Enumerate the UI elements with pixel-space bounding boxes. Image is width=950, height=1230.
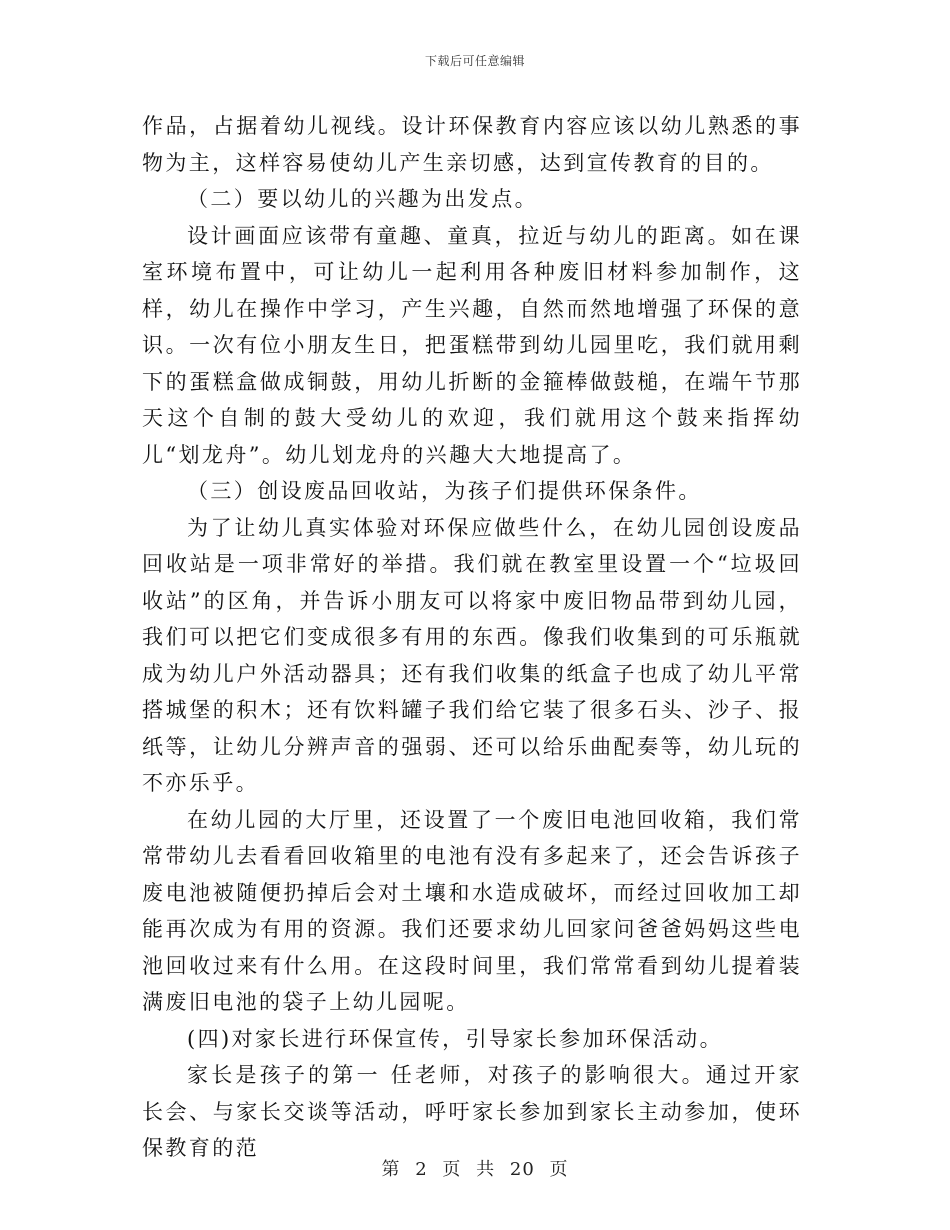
- document-body: [142, 108, 802, 1167]
- total-pages-number: 20: [509, 1159, 535, 1180]
- page-label-prefix: 第: [381, 1159, 401, 1180]
- paragraph: 家长是孩子的第一 任老师，对孩子的影响很大。通过开家长会、与家长交谈等活动，呼吁家长参加到家长主动参加，使环保教育的范: [142, 1063, 802, 1160]
- paragraph-continuation: 作品，占据着幼儿视线。设计环保教育内容应该以幼儿熟悉的事物为主，这样容易使幼儿产生亲切感，达到宣传教育的目的。: [142, 114, 802, 175]
- paragraph: 设计画面应该带有童趣、童真，拉近与幼儿的距离。如在课室环境布置中，可让幼儿一起利用各种废旧材料参加制作，这样，幼儿在操作中学习，产生兴趣，自然而然地增强了环保的意识。一次有位小朋友生日，把蛋糕带到幼儿园里吃，我们就用剩下的蛋糕盒做成铜鼓，用幼儿折断的金箍棒做鼓槌，在端午节那天这个自制的鼓大受幼儿的欢迎，我们就用这个鼓来指挥幼儿“划龙舟”。幼儿划龙舟的兴趣大大地提高了。: [142, 223, 802, 467]
- current-page-number: 2: [415, 1159, 428, 1180]
- page-label-suffix: 页: [549, 1159, 569, 1180]
- section-heading-3: （三）创设废品回收站，为孩子们提供环保条件。: [187, 479, 702, 503]
- page-footer: [0, 1155, 950, 1181]
- paragraph: 为了让幼儿真实体验对环保应做些什么，在幼儿园创设废品回收站是一项非常好的举措。我们就在教室里设置一个“垃圾回收站”的区角，并告诉小朋友可以将家中废旧物品带到幼儿园，我们可以把它们变成很多有用的东西。像我们收集到的可乐瓶就成为幼儿户外活动器具；还有我们收集的纸盒子也成了幼儿平常搭城堡的积木；还有饮料罐子我们给它装了很多石头、沙子、报纸等，让幼儿分辨声音的强弱、还可以给乐曲配奏等，幼儿玩的不亦乐乎。: [142, 515, 802, 795]
- total-label: 共: [476, 1159, 496, 1180]
- section-heading-4: (四)对家长进行环保宣传，引导家长参加环保活动。: [187, 1026, 723, 1051]
- page-label-mid: 页: [442, 1159, 462, 1180]
- page-header: 下载后可任意编辑: [424, 54, 525, 68]
- section-heading-2: （二）要以幼儿的兴趣为出发点。: [187, 187, 538, 211]
- paragraph: 在幼儿园的大厅里，还设置了一个废旧电池回收箱，我们常常带幼儿去看看回收箱里的电池有没有多起来了，还会告诉孩子废电池被随便扔掉后会对土壤和水造成破坏，而经过回收加工却能再次成为有用的资源。我们还要求幼儿回家问爸爸妈妈这些电池回收过来有什么用。在这段时间里，我们常常看到幼儿提着装满废旧电池的袋子上幼儿园呢。: [142, 807, 802, 1014]
